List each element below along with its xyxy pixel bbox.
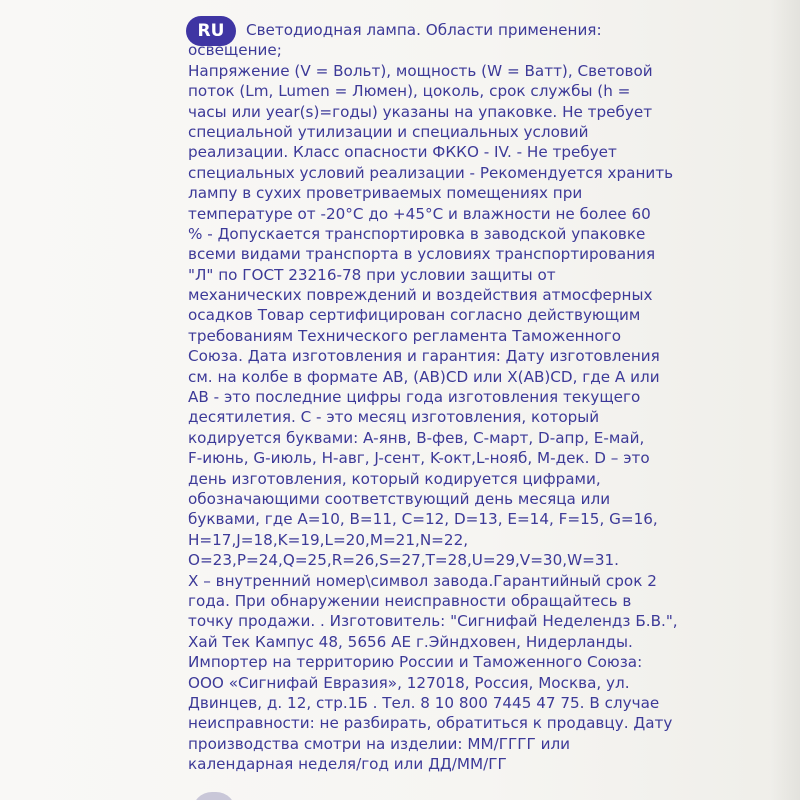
- text-line: десятилетия. С - это месяц изготовления, который: [188, 408, 600, 427]
- text-line: часы или year(s)=годы) указаны на упаковке. Не требует: [188, 102, 653, 121]
- text-line: температуре от -20°С до +45°С и влажности не более 60: [188, 204, 651, 223]
- text-line: реализации. Класс опасности ФККО - IV. - Не требует: [188, 143, 617, 162]
- text-line: ООО «Сигнифай Евразия», 127018, Россия, Москва, ул.: [188, 673, 630, 692]
- language-badge-ru: RU: [186, 16, 236, 46]
- text-line: "Л" по ГОСТ 23216-78 при условии защиты от: [188, 265, 556, 284]
- text-line: обозначающими соответствующий день месяца или: [188, 489, 611, 508]
- text-line: АВ - это последние цифры года изготовления текущего: [188, 388, 641, 407]
- text-line: Хай Тек Кампус 48, 5656 АЕ г.Эйндховен, Нидерланды.: [188, 632, 633, 651]
- text-line: Импортер на территорию России и Таможенного Союза:: [188, 653, 643, 672]
- text-line: буквами, где A=10, B=11, C=12, D=13, E=14, F=15, G=16,: [188, 510, 658, 529]
- text-line: O=23,P=24,Q=25,R=26,S=27,T=28,U=29,V=30,W=31.: [188, 551, 619, 570]
- text-line: см. на колбе в формате АВ, (АВ)СD или Х(АВ)CD, где А или: [188, 367, 660, 386]
- text-line: всеми видами транспорта в условиях транспортирования: [188, 245, 656, 264]
- text-line: специальных условий реализации - Рекомендуется хранить: [188, 163, 674, 182]
- text-line: механических повреждений и воздействия атмосферных: [188, 286, 653, 305]
- text-line: специальной утилизации и специальных условий: [188, 122, 589, 141]
- edge-shadow: [770, 0, 800, 800]
- text-line: освещение;: [188, 41, 282, 60]
- text-line: Двинцев, д. 12, стр.1Б . Тел. 8 10 800 7445 47 75. В случае: [188, 693, 660, 712]
- text-line: года. При обнаружении неисправности обращайтесь в: [188, 591, 632, 610]
- text-line: точку продажи. . Изготовитель: "Сигнифай Неделендз Б.В.",: [188, 612, 678, 631]
- text-line: Союза. Дата изготовления и гарантия: Дату изготовления: [188, 347, 660, 366]
- text-line: производства смотри на изделии: ММ/ГГГГ или: [188, 734, 571, 753]
- product-description-text: [188, 20, 678, 774]
- text-line: календарная неделя/год или ДД/ММ/ГГ: [188, 755, 507, 774]
- text-line: X – внутренний номер\символ завода.Гарантийный срок 2: [188, 571, 657, 590]
- text-line: Напряжение (V = Вольт), мощность (W = Ватт), Световой: [188, 61, 653, 80]
- text-line: F-июнь, G-июль, H-авг, J-сент, K-окт,L-нояб, M-дек. D – это: [188, 449, 650, 468]
- text-line: поток (Lm, Lumen = Люмен), цоколь, срок службы (h =: [188, 82, 631, 101]
- text-line: осадков Товар сертифицирован согласно действующим: [188, 306, 641, 325]
- text-line: лампу в сухих проветриваемых помещениях при: [188, 184, 583, 203]
- text-line: неисправности: не разбирать, обратиться к продавцу. Дату: [188, 714, 673, 733]
- text-line: Светодиодная лампа. Области применения:: [246, 21, 602, 39]
- text-line: требованиям Технического регламента Таможенного: [188, 326, 622, 345]
- text-line: H=17,J=18,K=19,L=20,M=21,N=22,: [188, 530, 469, 549]
- text-line: день изготовления, который кодируется цифрами,: [188, 469, 601, 488]
- text-line: % - Допускается транспортировка в заводской упаковке: [188, 224, 646, 243]
- text-line: кодируется буквами: A-янв, B-фев, C-март, D-апр, E-май,: [188, 428, 645, 447]
- next-badge-edge: [192, 792, 236, 800]
